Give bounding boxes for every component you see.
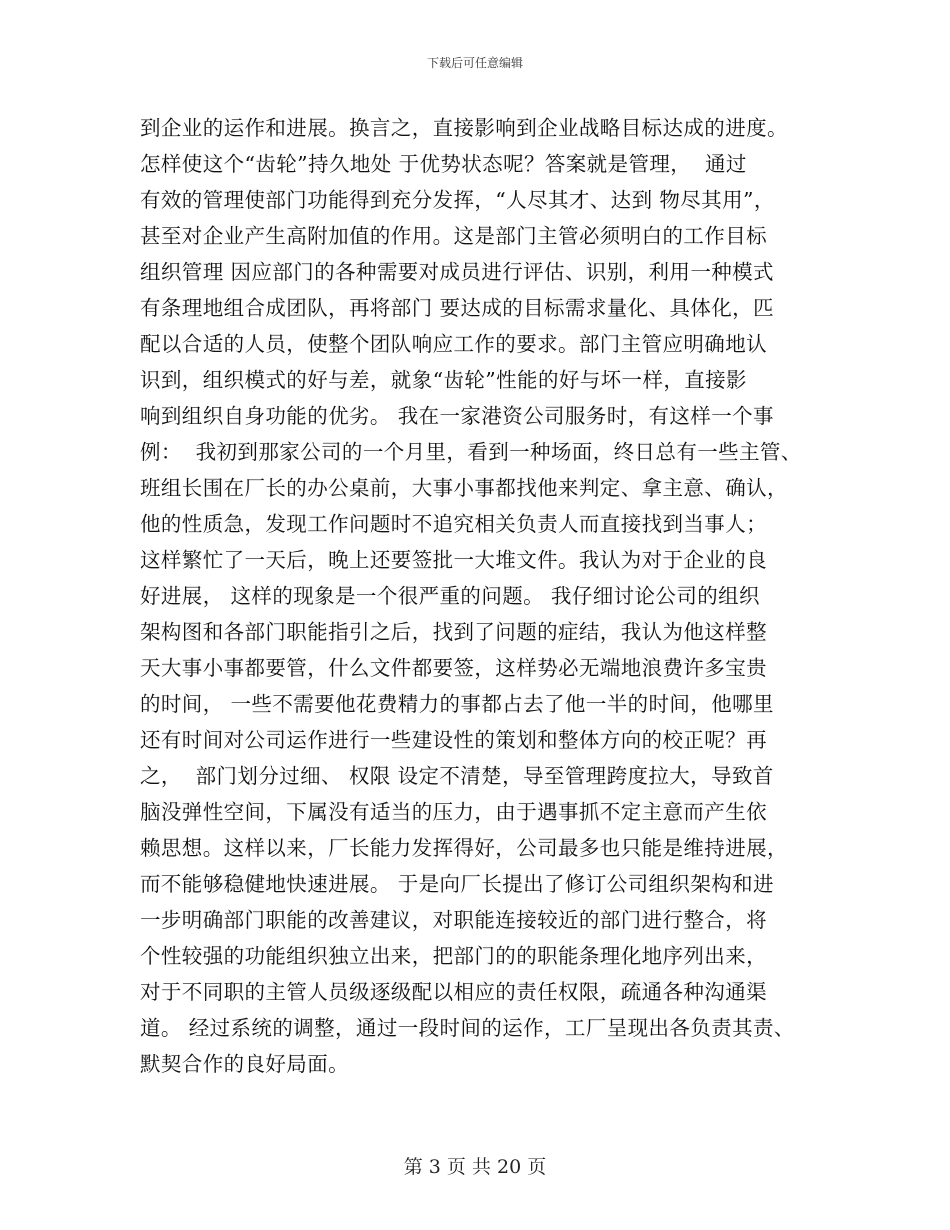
- page-number-footer: 第 3 页 共 20 页: [403, 1156, 547, 1178]
- text-line: 班组长围在厂长的办公桌前，大事小事都找他来判定、拿主意、确认，: [140, 476, 788, 500]
- text-line: 这样繁忙了一天后，晚上还要签批一大堆文件。我认为对于企业的良: [140, 548, 767, 572]
- page-header-note: 下载后可任意编辑: [426, 56, 523, 70]
- text-line: 他的性质急，发现工作问题时不追究相关负责人而直接找到当事人；: [140, 512, 767, 536]
- text-line: 天大事小事都要管，什么文件都要签，这样势必无端地浪费许多宝贵: [140, 656, 767, 680]
- text-line: 组织管理 因应部门的各种需要对成员进行评估、识别，利用一种模式: [140, 260, 774, 284]
- text-line: 的时间， 一些不需要他花费精力的事都占去了他一半的时间，他哪里: [140, 692, 774, 716]
- text-line: 还有时间对公司运作进行一些建设性的策划和整体方向的校正呢？再: [140, 728, 767, 752]
- text-line: 赖思想。这样以来，厂长能力发挥得好，公司最多也只能是维持进展，: [140, 836, 788, 860]
- text-line: 之， 部门划分过细、 权限 设定不清楚，导至管理跨度拉大，导致首: [140, 764, 774, 788]
- text-line: 脑没弹性空间，下属没有适当的压力，由于遇事抓不定主意而产生依: [140, 800, 767, 824]
- text-line: 到企业的运作和进展。换言之，直接影响到企业战略目标达成的进度。: [140, 116, 788, 140]
- text-line: 对于不同职的主管人员级逐级配以相应的责任权限，疏通各种沟通渠: [140, 980, 767, 1004]
- text-line: 个性较强的功能组织独立出来，把部门的的职能条理化地序列出来，: [140, 944, 767, 968]
- text-line: 响到组织自身功能的优劣。 我在一家港资公司服务时，有这样一个事: [140, 404, 774, 428]
- text-line: 一步明确部门职能的改善建议，对职能连接较近的部门进行整合，将: [140, 908, 767, 932]
- text-line: 例： 我初到那家公司的一个月里，看到一种场面，终日总有一些主管、: [140, 440, 802, 464]
- text-line: 怎样使这个“齿轮”持久地处 于优势状态呢？答案就是管理， 通过: [140, 152, 747, 176]
- text-line: 配以合适的人员，使整个团队响应工作的要求。部门主管应明确地认: [140, 332, 767, 356]
- text-line: 识到，组织模式的好与差，就象“齿轮”性能的好与坏一样，直接影: [140, 368, 747, 392]
- text-line: 有条理地组合成团队，再将部门 要达成的目标需求量化、具体化，匹: [140, 296, 774, 320]
- body-text: [140, 110, 840, 1082]
- text-line: 有效的管理使部门功能得到充分发挥，“人尽其才、达到 物尽其用”，: [140, 188, 775, 212]
- text-line: 甚至对企业产生高附加值的作用。这是部门主管必须明白的工作目标: [140, 224, 767, 248]
- text-line: 道。 经过系统的调整，通过一段时间的运作，工厂呈现出各负责其责、: [140, 1016, 795, 1040]
- text-line: 而不能够稳健地快速进展。 于是向厂长提出了修订公司组织架构和进: [140, 872, 774, 896]
- text-line: 默契合作的良好局面。: [140, 1052, 349, 1076]
- text-line: 好进展， 这样的现象是一个很严重的问题。 我仔细讨论公司的组织: [140, 584, 760, 608]
- text-line: 架构图和各部门职能指引之后，找到了问题的症结，我认为他这样整: [140, 620, 767, 644]
